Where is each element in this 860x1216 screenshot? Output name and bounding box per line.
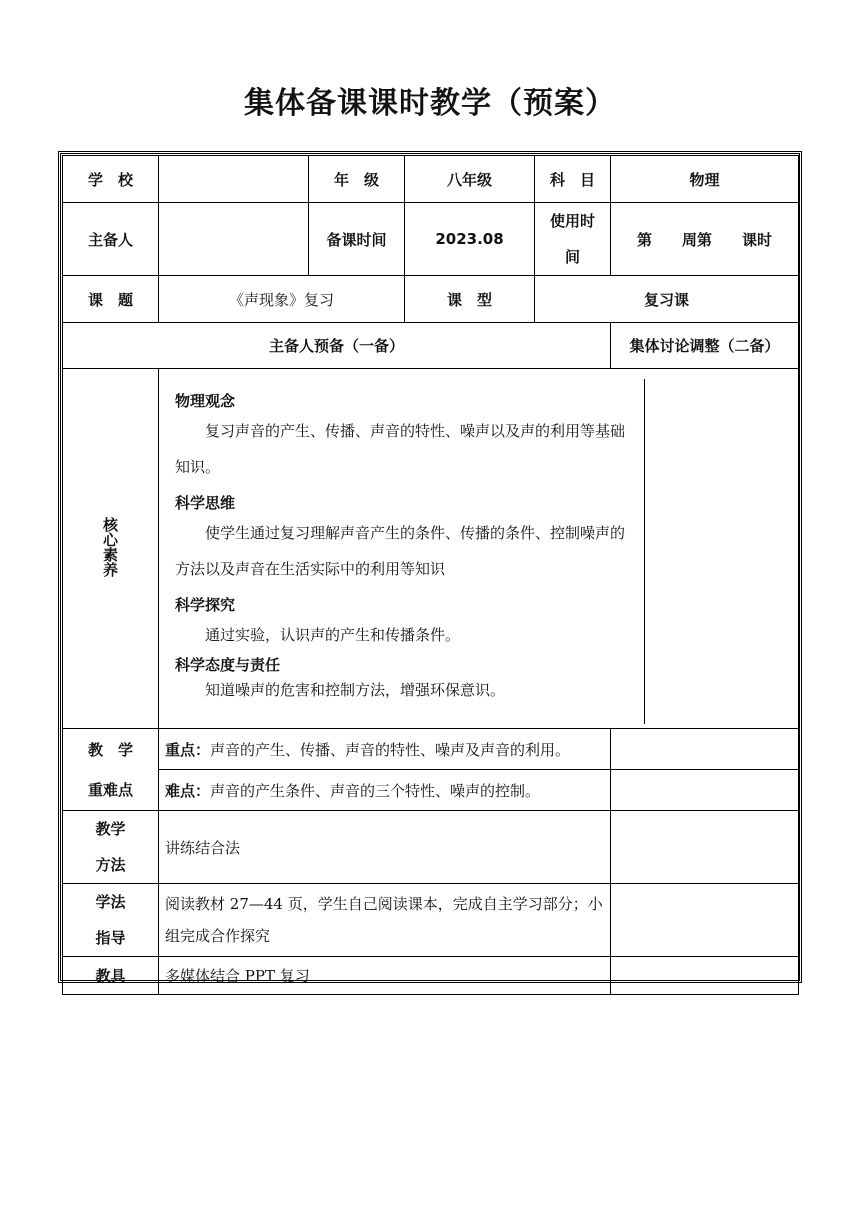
type-value: 复习课: [535, 276, 799, 323]
guide-text: 阅读教材 27—44 页，学生自己阅读课本，完成自主学习部分；小组完成合作探究: [159, 884, 611, 957]
core-content: [159, 369, 799, 729]
grade-label: 年 级: [309, 156, 405, 203]
difficulty-discussion: [611, 770, 799, 811]
use-time-label: 使用时间: [535, 203, 611, 276]
row-tools: [63, 957, 799, 995]
row-topic: [63, 276, 799, 323]
key-points-label-bottom: 重难点: [88, 780, 134, 799]
grade-value: 八年级: [405, 156, 535, 203]
lead-value: [159, 203, 309, 276]
topic-value: 《声现象》复习: [159, 276, 405, 323]
row-lead: [63, 203, 799, 276]
page-title: 集体备课课时教学（预案）: [244, 86, 616, 121]
method-text: 讲练结合法: [159, 811, 611, 884]
core-label-cell: [63, 369, 159, 729]
core-label: 核心素养: [101, 516, 119, 577]
subject-value: 物理: [611, 156, 799, 203]
prep-time-label: 备课时间: [309, 203, 405, 276]
section-header-lead: 主备人预备（一备）: [63, 323, 611, 369]
guide-label-top: 学法: [95, 893, 126, 911]
row-method: [63, 811, 799, 884]
row-school: [63, 156, 799, 203]
difficulty-label: 难点：: [165, 781, 211, 800]
subject-label: 科 目: [535, 156, 611, 203]
method-label-top: 教学: [95, 820, 126, 838]
row-key-difficulty: [63, 770, 799, 811]
row-guide: [63, 884, 799, 957]
guide-label-bottom: 指导: [95, 929, 126, 947]
core-text-4: 知道噪声的危害和控制方法，增强环保意识。: [205, 681, 506, 699]
focus-label: 重点：: [165, 740, 211, 759]
topic-label: 课 题: [63, 276, 159, 323]
method-label-bottom: 方法: [95, 856, 126, 874]
method-discussion: [611, 811, 799, 884]
section-header-group: 集体讨论调整（二备）: [611, 323, 799, 369]
use-time-value: 第 周第 课时: [611, 203, 799, 276]
core-heading-2: 科学思维: [175, 494, 236, 512]
type-label: 课 型: [405, 276, 535, 323]
lead-label: 主备人: [63, 203, 159, 276]
focus-text: 声音的产生、传播、声音的特性、噪声及声音的利用。: [210, 740, 571, 759]
core-heading-1: 物理观念: [175, 392, 236, 410]
guide-label-cell: [63, 884, 159, 957]
row-section-headers: [63, 323, 799, 369]
school-label: 学 校: [63, 156, 159, 203]
key-points-label-cell: [63, 729, 159, 811]
core-heading-3: 科学探究: [175, 596, 236, 614]
core-text-3: 通过实验，认识声的产生和传播条件。: [205, 626, 461, 644]
focus-discussion: [611, 729, 799, 770]
difficulty-cell: [159, 770, 611, 811]
difficulty-text: 声音的产生条件、声音的三个特性、噪声的控制。: [210, 781, 541, 800]
core-discussion-area: [645, 379, 792, 724]
core-heading-4: 科学态度与责任: [175, 656, 281, 674]
key-points-label-top: 教 学: [88, 740, 134, 759]
row-core-literacy: [63, 369, 799, 729]
tools-discussion: [611, 957, 799, 995]
core-text-1: 复习声音的产生、传播、声音的特性、噪声以及声的利用等基础知识。: [175, 422, 626, 476]
tools-text: 多媒体结合 PPT 复习: [159, 957, 611, 995]
lesson-plan-table: [62, 155, 799, 995]
guide-discussion: [611, 884, 799, 957]
method-label-cell: [63, 811, 159, 884]
tools-label: 教具: [63, 957, 159, 995]
core-text-area: [167, 379, 645, 724]
row-key-focus: [63, 729, 799, 770]
focus-cell: [159, 729, 611, 770]
school-value: [159, 156, 309, 203]
core-text-2: 使学生通过复习理解声音产生的条件、传播的条件、控制噪声的方法以及声音在生活实际中的利用等知识: [175, 524, 626, 578]
prep-time-value: 2023.08: [405, 203, 535, 276]
